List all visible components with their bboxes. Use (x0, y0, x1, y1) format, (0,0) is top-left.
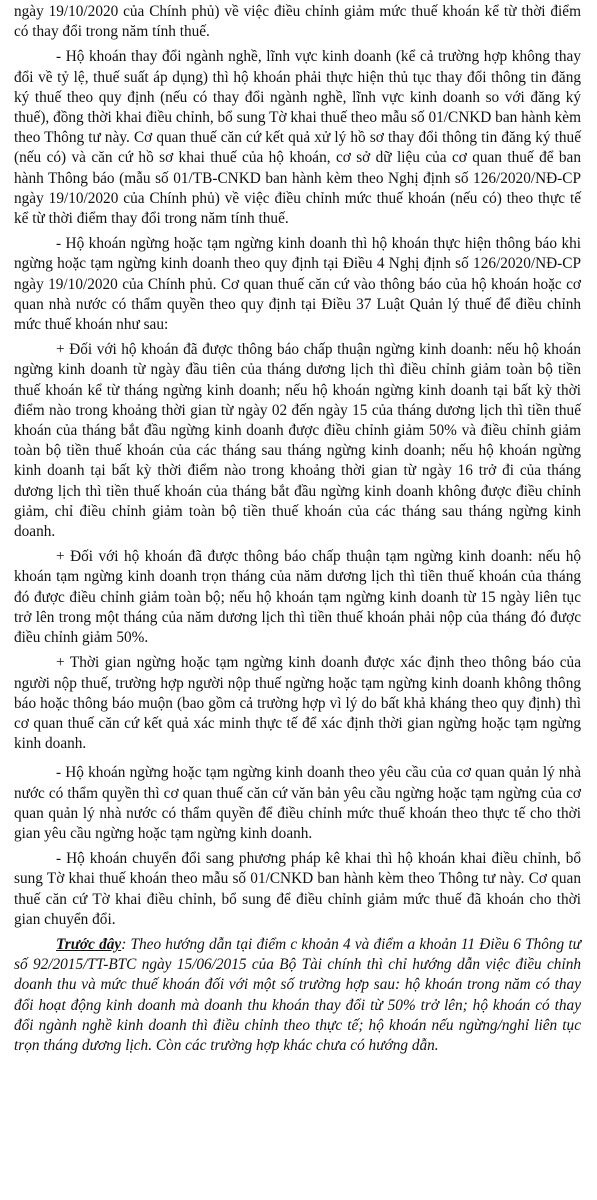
previous-regulation-note (14, 935, 581, 1056)
note-label: Trước đây (56, 935, 122, 953)
paragraph-temporary-stop-rule: + Đối với hộ khoán đã được thông báo chấp thuận tạm ngừng kinh doanh: nếu hộ khoán tạm ngừng kinh doanh trọn tháng của năm dương lịch thì tiền thuế khoán của tháng đó được điều chỉnh giảm toàn bộ; nếu hộ khoán tạm ngừng kinh doanh từ 15 ngày liên tục trở lên trong một tháng của năm dương lịch thì tiền thuế khoán phải nộp của tháng đó được điều chỉnh giảm 50%. (14, 548, 581, 647)
paragraph-continuation: ngày 19/10/2020 của Chính phủ) về việc điều chỉnh giảm mức thuế khoán kể từ thời điểm có thay đổi trong năm tính thuế. (14, 3, 581, 41)
paragraph-suspend-business: - Hộ khoán ngừng hoặc tạm ngừng kinh doanh thì hộ khoán thực hiện thông báo khi ngừng hoặc tạm ngừng kinh doanh theo quy định tại Điều 4 Nghị định số 126/2020/NĐ-CP ngày 19/10/2020 của Chính phủ. Cơ quan thuế căn cứ vào thông báo của hộ khoán hoặc cơ quan nhà nước có thẩm quyền theo quy định tại Điều 37 Luật Quản lý thuế để điều chỉnh mức thuế khoán như sau: (14, 235, 581, 334)
paragraph-stop-business-rule: + Đối với hộ khoán đã được thông báo chấp thuận ngừng kinh doanh: nếu hộ khoán ngừng kinh doanh từ ngày đầu tiên của tháng dương lịch thì điều chỉnh giảm toàn bộ tiền thuế khoán kể từ tháng ngừng kinh doanh; nếu hộ khoán ngừng kinh doanh tại bất kỳ thời điểm nào trong khoảng thời gian từ ngày 02 đến ngày 15 của tháng dương lịch thì tiền thuế khoán của tháng bắt đầu ngừng kinh doanh được điều chỉnh giảm 50% và điều chỉnh giảm toàn bộ tiền thuế khoán của các tháng sau tháng ngừng kinh doanh; nếu hộ khoán ngừng kinh doanh tại bất kỳ thời điểm nào trong khoảng thời gian từ ngày 16 trở đi của tháng dương lịch thì tiền thuế khoán của tháng bắt đầu ngừng kinh doanh không được điều chỉnh giảm, chỉ điều chỉnh giảm toàn bộ tiền thuế khoán của các tháng sau tháng ngừng kinh doanh. (14, 341, 581, 541)
paragraph-change-business-line: - Hộ khoán thay đổi ngành nghề, lĩnh vực kinh doanh (kể cả trường hợp không thay đổi về tỷ lệ, thuế suất áp dụng) thì hộ khoán phải thực hiện thủ tục thay đổi thông tin đăng ký thuế theo quy định (nếu có thay đổi ngành nghề, lĩnh vực kinh doanh so với đăng ký thuế), đồng thời khai điều chỉnh, bổ sung Tờ khai thuế theo mẫu số 01/CNKD ban hành kèm theo Thông tư này. Cơ quan thuế căn cứ kết quả xử lý hồ sơ thay đổi thông tin đăng ký thuế (nếu có) và căn cứ hồ sơ khai thuế của hộ khoán, cơ sở dữ liệu của cơ quan thuế để ban hành Thông báo (mẫu số 01/TB-CNKD ban hành kèm theo Nghị định số 126/2020/NĐ-CP ngày 19/10/2020 của Chính phủ) về việc điều chỉnh mức thuế khoán (nếu có) theo thực tế kể từ thời điểm thay đổi trong năm tính thuế. (14, 48, 581, 228)
paragraph-stop-time-determination: + Thời gian ngừng hoặc tạm ngừng kinh doanh được xác định theo thông báo của người nộp thuế, trường hợp người nộp thuế ngừng hoặc tạm ngừng kinh doanh không thông báo hoặc thông báo muộn (bao gồm cả trường hợp vì lý do bất khả kháng theo quy định) thì cơ quan thuế căn cứ kết quả xác minh thực tế để xác định thời gian ngừng hoặc tạm ngừng kinh doanh. (14, 654, 581, 753)
paragraph-authority-request: - Hộ khoán ngừng hoặc tạm ngừng kinh doanh theo yêu cầu của cơ quan quản lý nhà nước có thẩm quyền thì cơ quan thuế căn cứ văn bản yêu cầu ngừng hoặc tạm ngừng của cơ quan quản lý nhà nước có thẩm quyền để điều chỉnh mức thuế khoán theo thực tế cho thời gian yêu cầu ngừng hoặc tạm ngừng kinh doanh. (14, 764, 581, 842)
paragraph-method-conversion: - Hộ khoán chuyển đổi sang phương pháp kê khai thì hộ khoán khai điều chỉnh, bổ sung Tờ khai thuế khoán theo mẫu số 01/CNKD ban hành kèm theo Thông tư này. Cơ quan thuế căn cứ Tờ khai điều chỉnh, bổ sung để điều chỉnh giảm mức thuế đã khoán cho thời gian chuyển đổi. (14, 850, 581, 928)
note-text: : Theo hướng dẫn tại điểm c khoản 4 và điểm a khoản 11 Điều 6 Thông tư số 92/2015/TT-BTC ngày 15/06/2015 của Bộ Tài chính thì chỉ hướng dẫn việc điều chỉnh doanh thu và mức thuế khoán đối với một số trường hợp sau: hộ khoán trong năm có thay đổi hoạt động kinh doanh mà doanh thu khoán thay đổi từ 50% trở lên; hộ khoán có thay đổi ngành nghề kinh doanh thì điều chỉnh theo thực tế; hộ khoán nếu ngừng/nghỉ liên tục trọn tháng dương lịch. Còn các trường hợp khác chưa có hướng dẫn. (14, 935, 581, 1054)
